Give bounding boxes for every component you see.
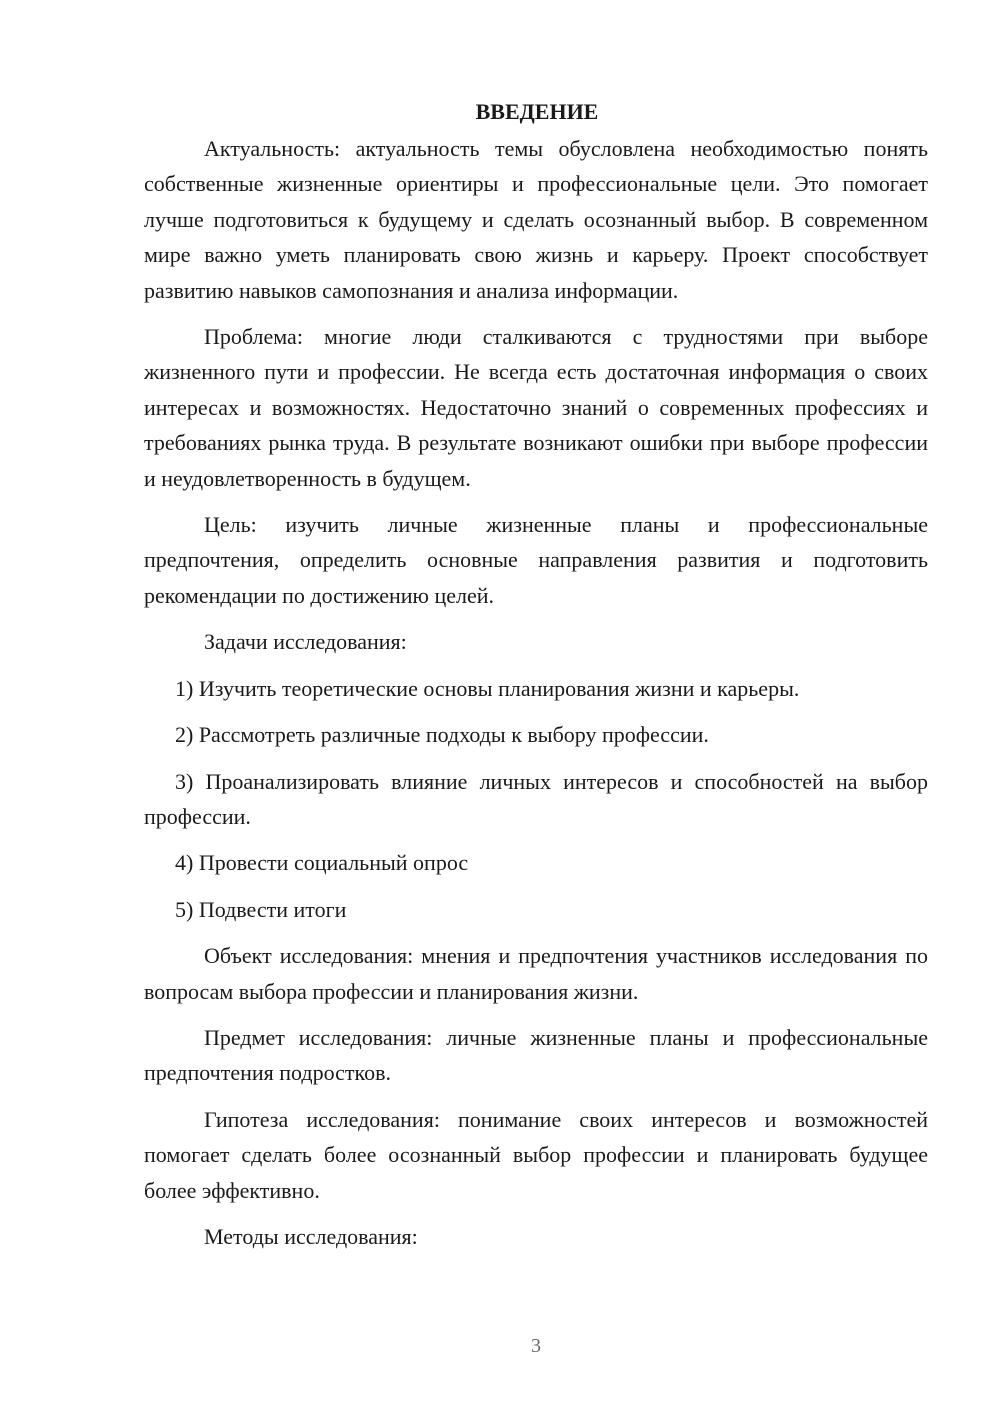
task-item-5: 5) Подвести итоги	[175, 896, 347, 922]
section-heading: ВВЕДЕНИЕ	[475, 99, 599, 124]
relevance-paragraph: Актуальность: актуальность темы обусловлена необходимостью понять собственные жизненные ориентиры и профессиональные цели. Это помогает лучше подготовиться к будущему и сделать осознанный выбор. В современном мире важно уметь планировать свою жизнь и карьеру. Проект способствует развитию навыков самопознания и анализа информации.	[144, 136, 928, 303]
goal-paragraph: Цель: изучить личные жизненные планы и профессиональные предпочтения, определить основные направления развития и подготовить рекомендации по достижению целей.	[144, 512, 928, 608]
task-item-2: 2) Рассмотреть различные подходы к выбору профессии.	[175, 722, 709, 748]
problem-paragraph: Проблема: многие люди сталкиваются с трудностями при выборе жизненного пути и профессии. Не всегда есть достаточная информация о своих интересах и возможностях. Недостаточно знаний о современных профессиях и требованиях рынка труда. В результате возникают ошибки при выборе профессии и неудовлетворенность в будущем.	[144, 324, 928, 491]
task-item-4: 4) Провести социальный опрос	[175, 850, 469, 876]
methods-title: Методы исследования:	[204, 1223, 418, 1249]
document-page	[144, 94, 928, 1265]
page-number: 3	[531, 1335, 541, 1357]
task-item-3: 3) Проанализировать влияние личных интересов и способностей на выбор профессии.	[144, 768, 928, 829]
tasks-title: Задачи исследования:	[204, 629, 407, 655]
subject-paragraph: Предмет исследования: личные жизненные планы и профессиональные предпочтения подростков.	[144, 1024, 928, 1086]
hypothesis-paragraph: Гипотеза исследования: понимание своих интересов и возможностей помогает сделать более осознанный выбор профессии и планировать будущее более эффективно.	[144, 1106, 928, 1203]
task-item-1: 1) Изучить теоретические основы планирования жизни и карьеры.	[175, 675, 800, 701]
object-paragraph: Объект исследования: мнения и предпочтения участников исследования по вопросам выбора профессии и планирования жизни.	[144, 943, 928, 1004]
